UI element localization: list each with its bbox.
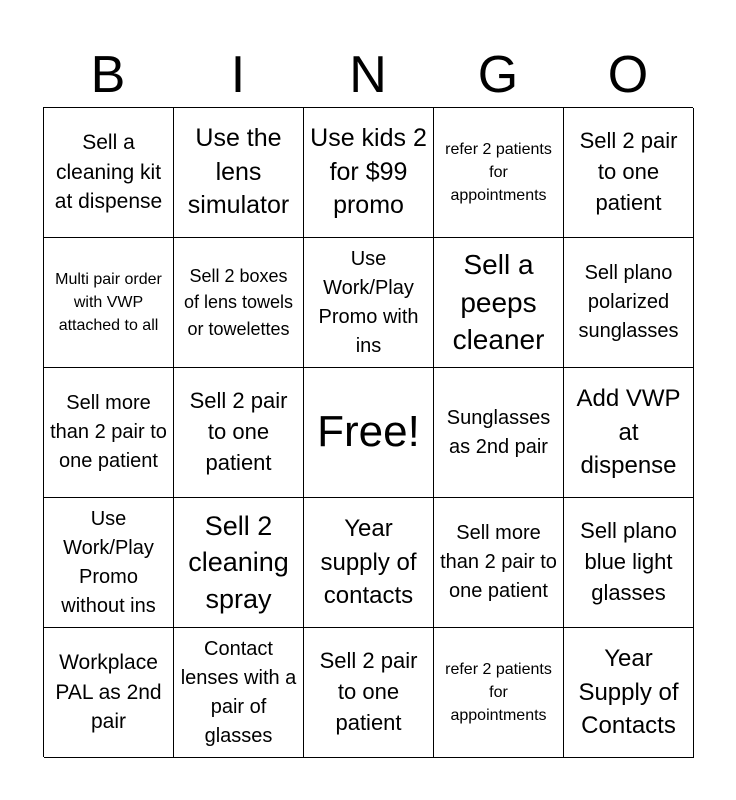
cell-text: Sell 2 boxes of lens towels or towelettes bbox=[183, 266, 294, 339]
header-letter-g: G bbox=[477, 46, 519, 104]
bingo-cell[interactable] bbox=[44, 498, 174, 628]
cell-text: Contact lenses with a pair of glasses bbox=[180, 637, 297, 747]
cell-text: Sell 2 cleaning spray bbox=[188, 510, 289, 614]
bingo-cell[interactable] bbox=[434, 238, 564, 368]
bingo-cell[interactable] bbox=[434, 498, 564, 628]
cell-text: Sell plano blue light glasses bbox=[580, 518, 677, 605]
cell-text: Multi pair order with VWP attached to all bbox=[55, 270, 162, 335]
cell-text: Sell a peeps cleaner bbox=[452, 248, 545, 356]
header-letter-i: I bbox=[230, 46, 246, 104]
bingo-cell[interactable] bbox=[564, 108, 694, 238]
header-letter-o: O bbox=[607, 46, 649, 104]
cell-text: Year Supply of Contacts bbox=[578, 645, 679, 740]
bingo-cell[interactable] bbox=[304, 108, 434, 238]
bingo-cell[interactable] bbox=[174, 368, 304, 498]
bingo-cell[interactable] bbox=[564, 628, 694, 758]
cell-text: Use the lens simulator bbox=[187, 123, 290, 220]
bingo-cell[interactable] bbox=[564, 368, 694, 498]
cell-text: Sell 2 pair to one patient bbox=[189, 388, 288, 475]
cell-text: refer 2 patients for appointments bbox=[445, 660, 552, 725]
cell-text: Sell a cleaning kit at dispense bbox=[54, 131, 163, 214]
bingo-cell[interactable] bbox=[564, 238, 694, 368]
cell-text: Use kids 2 for $99 promo bbox=[310, 123, 427, 220]
bingo-cell[interactable] bbox=[174, 238, 304, 368]
bingo-cell[interactable] bbox=[174, 498, 304, 628]
free-space-text: Free! bbox=[317, 407, 420, 457]
bingo-cell-free[interactable] bbox=[304, 368, 434, 498]
cell-text: Use Work/Play Promo without ins bbox=[61, 507, 156, 617]
cell-text: Workplace PAL as 2nd pair bbox=[55, 651, 162, 734]
bingo-cell[interactable] bbox=[434, 628, 564, 758]
cell-text: Sell plano polarized sunglasses bbox=[578, 262, 679, 342]
cell-text: refer 2 patients for appointments bbox=[445, 140, 552, 205]
bingo-grid bbox=[43, 107, 693, 757]
bingo-cell[interactable] bbox=[304, 628, 434, 758]
bingo-cell[interactable] bbox=[564, 498, 694, 628]
bingo-cell[interactable] bbox=[434, 108, 564, 238]
cell-text: Sell 2 pair to one patient bbox=[579, 128, 678, 215]
bingo-cell[interactable] bbox=[434, 368, 564, 498]
bingo-header bbox=[43, 44, 693, 106]
cell-text: Add VWP at dispense bbox=[576, 385, 681, 480]
bingo-cell[interactable] bbox=[304, 238, 434, 368]
bingo-cell[interactable] bbox=[174, 108, 304, 238]
cell-text: Sell 2 pair to one patient bbox=[319, 648, 418, 735]
header-letter-b: B bbox=[90, 46, 126, 104]
cell-text: Use Work/Play Promo with ins bbox=[318, 247, 419, 357]
cell-text: Sell more than 2 pair to one patient bbox=[50, 392, 167, 472]
bingo-cell[interactable] bbox=[44, 238, 174, 368]
cell-text: Sell more than 2 pair to one patient bbox=[440, 522, 557, 602]
bingo-cell[interactable] bbox=[44, 108, 174, 238]
cell-text: Year supply of contacts bbox=[320, 515, 417, 610]
bingo-cell[interactable] bbox=[304, 498, 434, 628]
bingo-cell[interactable] bbox=[44, 628, 174, 758]
header-letter-n: N bbox=[349, 46, 387, 104]
bingo-cell[interactable] bbox=[174, 628, 304, 758]
bingo-cell[interactable] bbox=[44, 368, 174, 498]
cell-text: Sunglasses as 2nd pair bbox=[446, 406, 551, 458]
